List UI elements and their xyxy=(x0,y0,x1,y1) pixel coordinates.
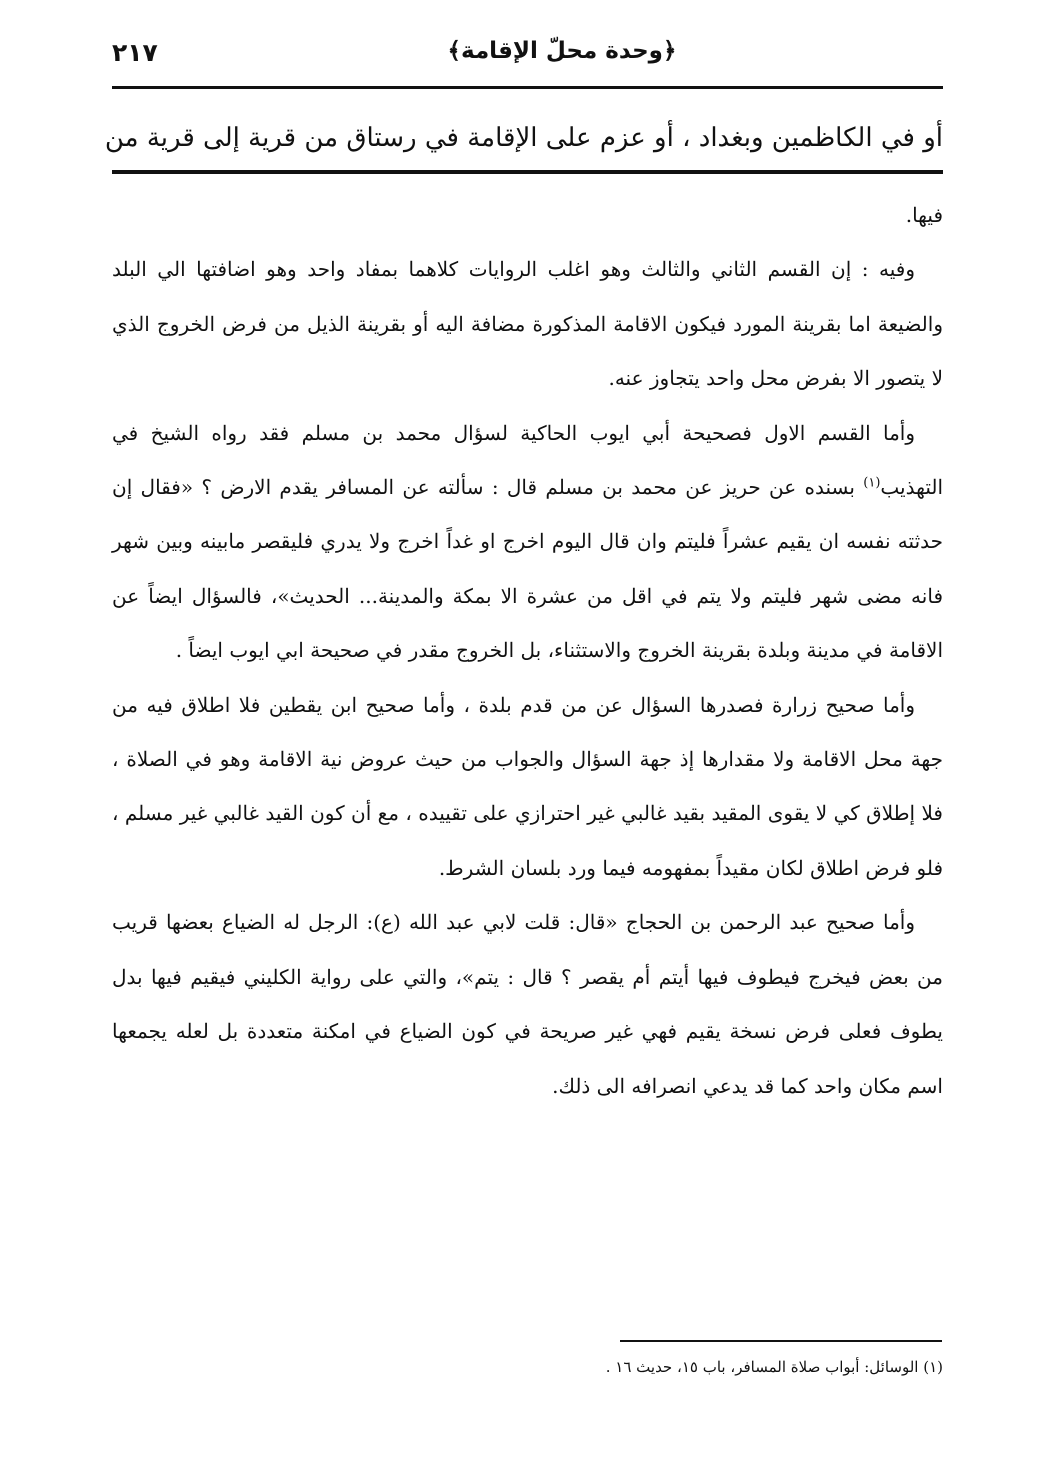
footnote-divider xyxy=(620,1340,942,1342)
paragraph: وفيه : إن القسم الثاني والثالث وهو اغلب الروايات كلاهما بمفاد واحد وهو اضافتها الي البلد والضيعة اما بقرينة المورد فيكون الاقامة المذكورة مضافة اليه أو بقرينة الذيل من فرض الخروج الذي لا يتصور الا بفرض محل واحد يتجاوز عنه. xyxy=(112,257,943,391)
paragraph-text: بسنده عن حريز عن محمد بن مسلم قال : سألته عن المسافر يقدم الارض ؟ «فقال إن حدثته نفسه ان يقيم عشراً فليتم وان قال اليوم اخرج او غداً اخرج ولا يدري فليقصر مابينه وبين شهر فانه مضى شهر فليتم ولا يتم في اقل من عشرة الا بمكة والمدينة... الحديث»، فالسؤال ايضاً عن الاقامة في مدينة وبلدة بقرينة الخروج والاستثناء، بل الخروج مقدر في صحيحة ابي ايوب ايضاً . xyxy=(112,475,943,663)
page-number: ٢١٧ xyxy=(112,38,158,67)
section-divider xyxy=(112,170,943,174)
footnote: (١) الوسائل: أبواب صلاة المسافر، باب ١٥، حديث ١٦ . xyxy=(605,1358,943,1376)
paragraph-continuation: فيها. xyxy=(905,203,943,227)
header-divider xyxy=(112,86,943,89)
paragraph xyxy=(112,406,943,678)
page-header xyxy=(112,38,942,84)
paragraph: وأما صحيح زرارة فصدرها السؤال عن من قدم بلدة ، وأما صحيح ابن يقطين فلا اطلاق فيه من جهة محل الاقامة ولا مقدارها إذ جهة السؤال والجواب من حيث عروض نية الاقامة وهو في الصلاة ، فلا إطلاق كي لا يقوى المقيد بقيد غالبي غير احترازي على تقييده ، مع أن كون القيد غالبي غير مسلم ، فلو فرض اطلاق لكان مقيداً بمفهومه فيما ورد بلسان الشرط. xyxy=(112,692,943,880)
main-text xyxy=(112,188,943,1113)
paragraph-text: وأما القسم الاول فصحيحة أبي ايوب الحاكية لسؤال محمد بن مسلم فقد رواه الشيخ في التهذيب xyxy=(112,420,943,500)
paragraph: وأما صحيح عبد الرحمن بن الحجاج «قال: قلت لابي عبد الله (ع): الرجل له الضياع بعضها قريب من بعض فيخرج فيطوف فيها أيتم أم يقصر ؟ قال : يتم»، والتي على رواية الكليني فيقيم فيها بدل يطوف فعلى فرض نسخة يقيم فهي غير صريحة في كون الضياع في امكنة متعددة بل لعله يجمعها اسم مكان واحد كما قد يدعي انصرافه الى ذلك. xyxy=(112,910,943,1098)
continued-text-line: أو في الكاظمين وبغداد ، أو عزم على الإقامة في رستاق من قرية إلى قرية من xyxy=(104,123,943,153)
running-title: ﴿وحدة محلّ الإقامة﴾ xyxy=(447,38,677,64)
footnote-reference: (١) xyxy=(863,475,881,491)
